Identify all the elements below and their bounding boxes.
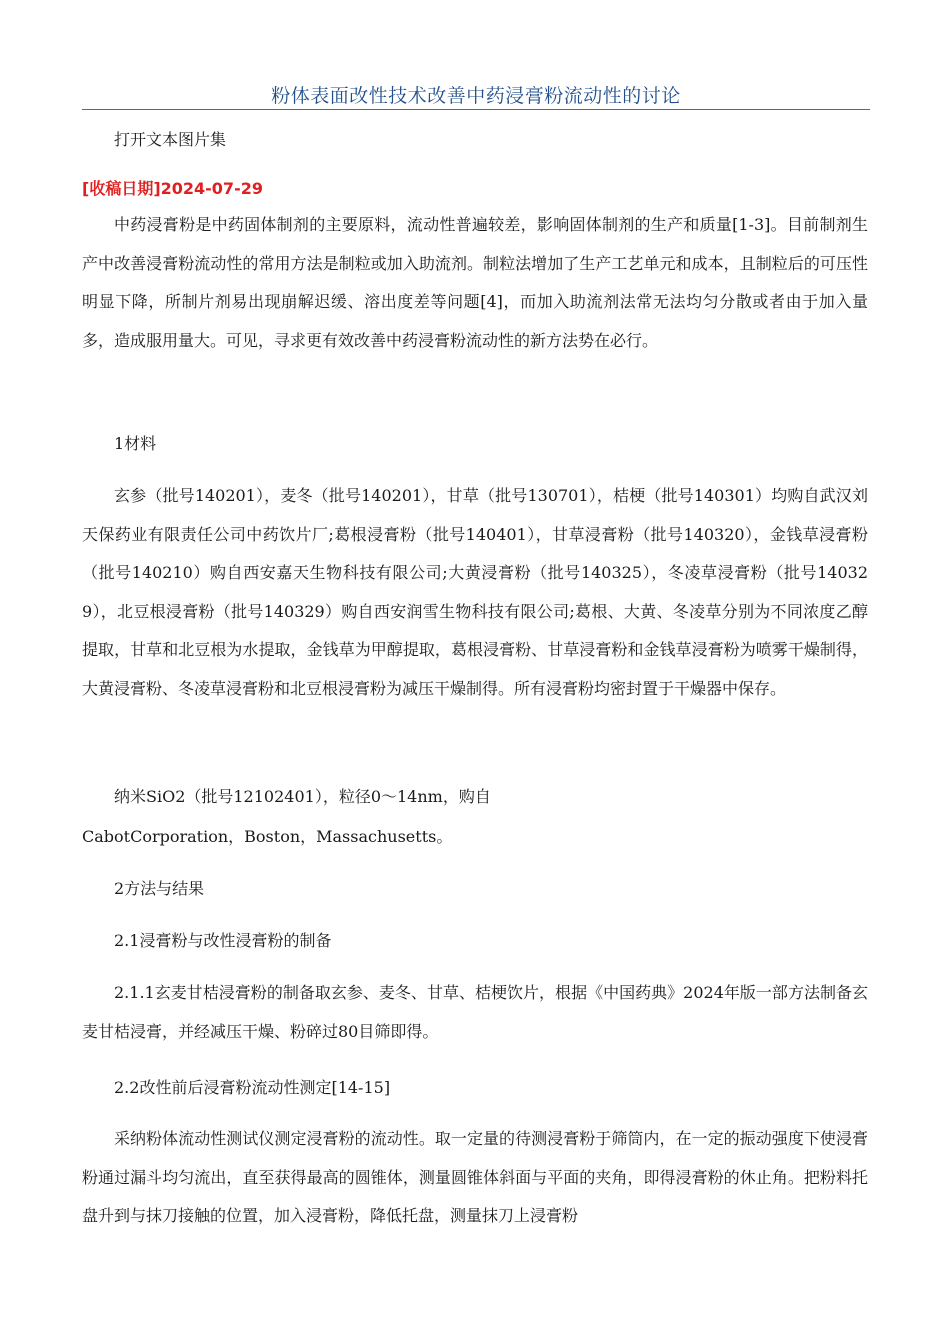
section-2-heading: 2方法与结果 (114, 879, 205, 898)
section-2-1-1-paragraph: 2.1.1玄麦甘桔浸膏粉的制备取玄参、麦冬、甘草、桔梗饮片，根据《中国药典》2024年版一部方法制备玄麦甘桔浸膏，并经减压干燥、粉碎过80目筛即得。 (82, 983, 868, 1041)
section-2-2-heading: 2.2改性前后浸膏粉流动性测定[14-15] (114, 1078, 391, 1097)
title-divider (82, 109, 870, 110)
nano-sio2-source: CabotCorporation，Boston，Massachusetts。 (82, 827, 453, 846)
intro-paragraph: 中药浸膏粉是中药固体制剂的主要原料，流动性普遍较差，影响固体制剂的生产和质量[1-3]。目前制剂生产中改善浸膏粉流动性的常用方法是制粒或加入助流剂。制粒法增加了生产工艺单元和成本，且制粒后的可压性明显下降，所制片剂易出现崩解迟缓、溶出度差等问题[4]，而加入助流剂法常无法均匀分散或者由于加入量多，造成服用量大。可见，寻求更有效改善中药浸膏粉流动性的新方法势在必行。 (82, 215, 868, 350)
document-title: 粉体表面改性技术改善中药浸膏粉流动性的讨论 (271, 85, 681, 107)
flow-test-paragraph: 采纳粉体流动性测试仪测定浸膏粉的流动性。取一定量的待测浸膏粉于筛筒内，在一定的振动强度下使浸膏粉通过漏斗均匀流出，直至获得最高的圆锥体，测量圆锥体斜面与平面的夹角，即得浸膏粉的休止角。把粉料托盘升到与抹刀接触的位置，加入浸膏粉，降低托盘，测量抹刀上浸膏粉 (82, 1129, 868, 1225)
section-1-heading: 1材料 (114, 434, 157, 453)
received-date: [收稿日期]2024-07-29 (82, 179, 263, 198)
section-2-1-heading: 2.1浸膏粉与改性浸膏粉的制备 (114, 931, 332, 950)
materials-paragraph: 玄参（批号140201），麦冬（批号140201），甘草（批号130701），桔梗（批号140301）均购自武汉刘天保药业有限责任公司中药饮片厂;葛根浸膏粉（批号140401），甘草浸膏粉（批号140320），金钱草浸膏粉（批号140210）购自西安嘉天生物科技有限公司;大黄浸膏粉（批号140325），冬凌草浸膏粉（批号140329），北豆根浸膏粉（批号140329）购自西安润雪生物科技有限公司;葛根、大黄、冬凌草分别为不同浓度乙醇提取，甘草和北豆根为水提取，金钱草为甲醇提取，葛根浸膏粉、甘草浸膏粉和金钱草浸膏粉为喷雾干燥制得，大黄浸膏粉、冬凌草浸膏粉和北豆根浸膏粉为减压干燥制得。所有浸膏粉均密封置于干燥器中保存。 (82, 486, 868, 698)
nano-sio2-line: 纳米SiO2（批号12102401），粒径0～14nm，购自 (114, 787, 491, 806)
image-gallery-link[interactable]: 打开文本图片集 (114, 130, 227, 149)
